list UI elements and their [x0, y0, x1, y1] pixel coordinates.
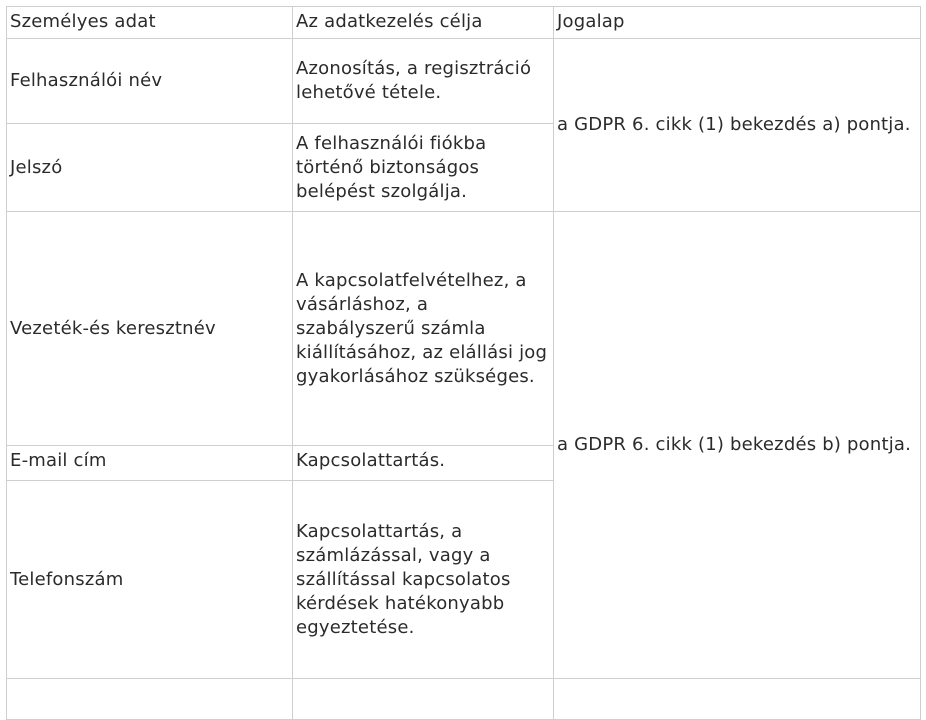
empty-cell [293, 679, 554, 720]
personal-data-cell: Telefonszám [7, 481, 293, 679]
header-purpose: Az adatkezelés célja [293, 7, 554, 39]
purpose-cell: A kapcsolatfelvételhez, a vásárláshoz, a szabályszerű számla kiállításához, az elállási jog gyakorlásához szükséges. [293, 212, 554, 446]
table-header-row [7, 7, 921, 39]
empty-cell [554, 679, 921, 720]
table-row [7, 39, 921, 124]
purpose-cell: Kapcsolattartás, a számlázással, vagy a szállítással kapcsolatos kérdések hatékonyabb egyeztetése. [293, 481, 554, 679]
legal-basis-cell: a GDPR 6. cikk (1) bekezdés b) pontja. [554, 212, 921, 679]
legal-basis-cell: a GDPR 6. cikk (1) bekezdés a) pontja. [554, 39, 921, 212]
table-row-empty [7, 679, 921, 720]
personal-data-cell: Felhasználói név [7, 39, 293, 124]
purpose-cell: A felhasználói fiókba történő biztonságos belépést szolgálja. [293, 124, 554, 212]
personal-data-cell: Jelszó [7, 124, 293, 212]
purpose-cell: Azonosítás, a regisztráció lehetővé tétele. [293, 39, 554, 124]
personal-data-cell: Vezeték-és keresztnév [7, 212, 293, 446]
data-processing-table [6, 6, 921, 720]
table-row [7, 212, 921, 446]
header-legal-basis: Jogalap [554, 7, 921, 39]
empty-cell [7, 679, 293, 720]
header-personal-data: Személyes adat [7, 7, 293, 39]
purpose-cell: Kapcsolattartás. [293, 446, 554, 481]
personal-data-cell: E-mail cím [7, 446, 293, 481]
